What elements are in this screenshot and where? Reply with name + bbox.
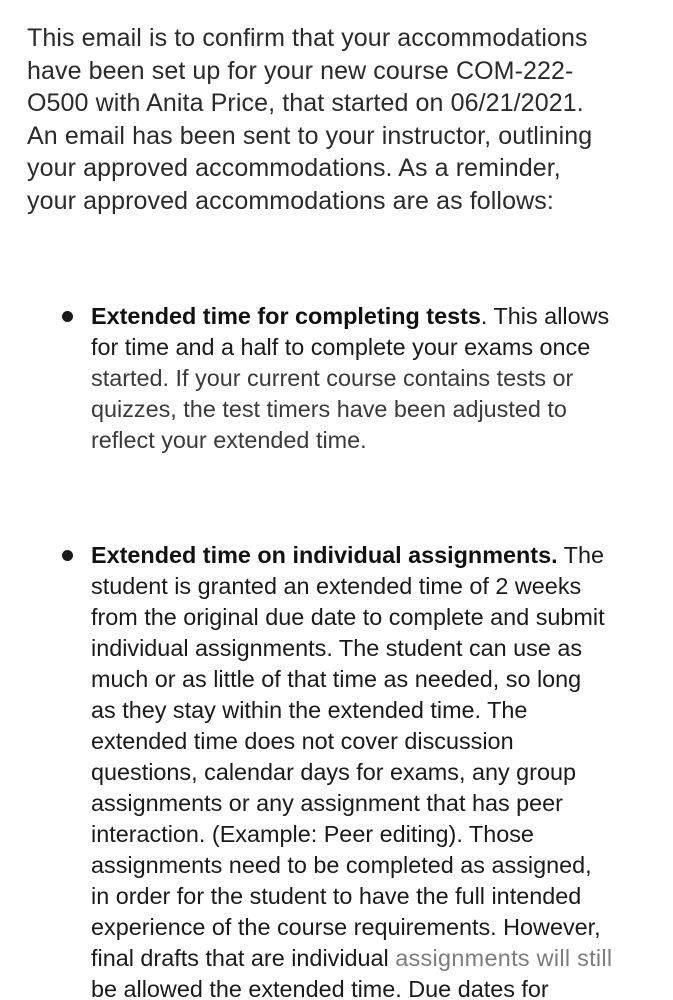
accommodation-line: from the original due date to complete and submit: [91, 604, 605, 630]
accommodation-text: The: [557, 542, 604, 568]
accommodation-line: assignments need to be completed as assigned,: [91, 852, 592, 878]
bullet-dot-icon: [62, 311, 73, 322]
accommodation-item-tests: [91, 301, 671, 456]
intro-line: This email is to confirm that your accommodations: [27, 24, 588, 52]
accommodation-line: reflect your extended time.: [91, 427, 367, 453]
accommodation-line: quizzes, the test timers have been adjusted to: [91, 396, 567, 422]
accommodation-line: as they stay within the extended time. The: [91, 697, 528, 723]
accommodation-line: individual assignments. The student can use as: [91, 635, 583, 661]
accommodation-first-line: [91, 301, 671, 332]
accommodation-item-assignments: [91, 540, 671, 1000]
accommodation-line: interaction. (Example: Peer editing). Those: [91, 821, 534, 847]
accommodation-text: final drafts that are individual: [91, 945, 396, 971]
accommodation-title: Extended time for completing tests: [91, 303, 481, 329]
intro-line: your approved accommodations. As a reminder,: [27, 154, 561, 183]
accommodation-line: in order for the student to have the full intended: [91, 883, 582, 909]
accommodation-line: student is granted an extended time of 2 weeks: [91, 573, 582, 599]
accommodation-text-faded: assignments will still: [395, 945, 613, 971]
accommodation-text: . This allows: [480, 303, 610, 329]
accommodation-line: experience of the course requirements. However,: [91, 914, 601, 940]
accommodation-line: be allowed the extended time. Due dates for: [91, 976, 549, 1000]
accommodation-line: assignments or any assignment that has peer: [91, 790, 563, 816]
accommodation-line: much or as little of that time as needed, so long: [91, 666, 582, 692]
accommodation-line: questions, calendar days for exams, any group: [91, 759, 576, 785]
intro-line: O500 with Anita Price, that started on 06/21/2021.: [27, 89, 584, 118]
accommodation-line: [91, 943, 671, 974]
accommodation-line: for time and a half to complete your exams once: [91, 334, 591, 360]
intro-line: have been set up for your new course COM-222-: [27, 56, 574, 85]
intro-line: your approved accommodations are as follows:: [27, 186, 554, 215]
accommodation-line: started. If your current course contains tests or: [91, 365, 574, 391]
accommodation-title: Extended time on individual assignments.: [91, 542, 558, 568]
accommodation-line: extended time does not cover discussion: [91, 728, 514, 754]
intro-line: An email has been sent to your instructor, outlining: [27, 121, 593, 150]
bullet-dot-icon: [62, 550, 73, 561]
intro-paragraph: [27, 22, 667, 218]
accommodation-first-line: [91, 540, 671, 571]
